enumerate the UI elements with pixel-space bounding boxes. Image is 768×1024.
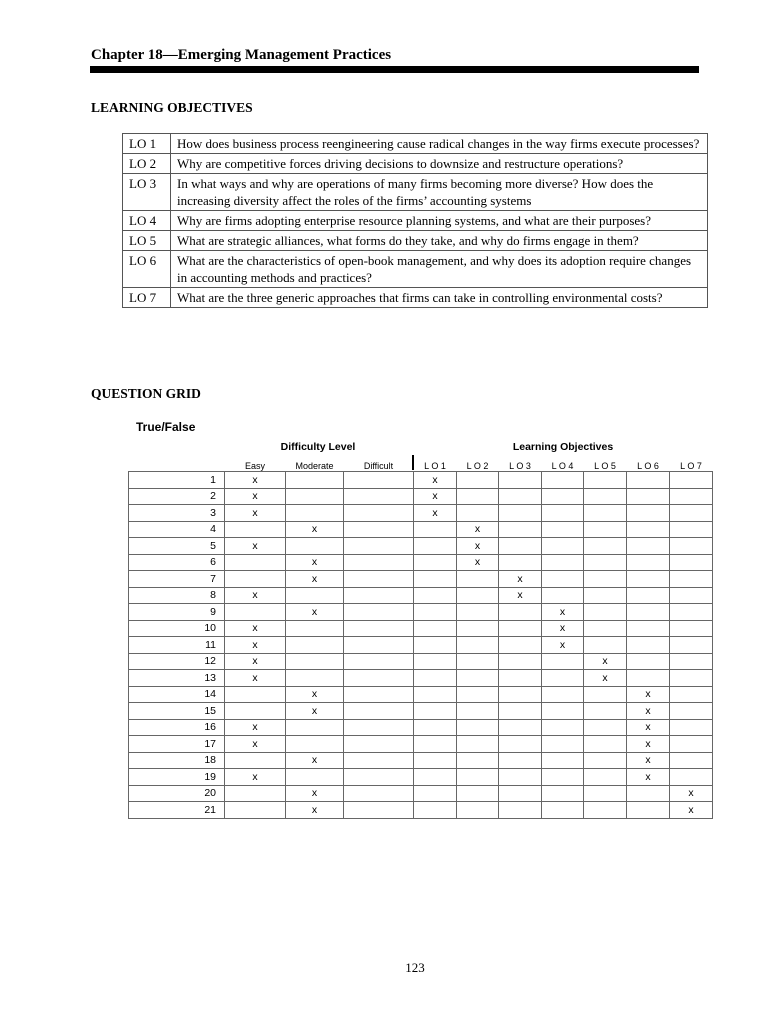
- grid-column-header: Moderate: [295, 461, 334, 471]
- grid-cell: [344, 637, 414, 654]
- table-row: [129, 538, 713, 555]
- grid-cell: [542, 653, 584, 670]
- grid-cell: [457, 686, 499, 703]
- grid-cell: [584, 620, 627, 637]
- grid-cell: [542, 587, 584, 604]
- table-row: [129, 505, 713, 522]
- grid-cell: [542, 769, 584, 786]
- grid-column-header: L O 7: [680, 461, 702, 471]
- grid-cell: [499, 719, 542, 736]
- grid-cell: [225, 554, 286, 571]
- grid-cell: [499, 505, 542, 522]
- grid-mark: x: [457, 538, 499, 555]
- grid-cell: [286, 653, 344, 670]
- grid-mark: x: [542, 637, 584, 654]
- grid-cell: [414, 653, 457, 670]
- lo-code: LO 1: [123, 134, 171, 154]
- grid-mark: x: [286, 571, 344, 588]
- grid-cell: [542, 505, 584, 522]
- grid-mark: x: [286, 604, 344, 621]
- grid-cell: [414, 752, 457, 769]
- question-number: 17: [129, 736, 225, 753]
- grid-cell: [499, 752, 542, 769]
- grid-cell: [542, 521, 584, 538]
- grid-cell: [670, 769, 713, 786]
- table-row: [129, 719, 713, 736]
- grid-cell: [286, 620, 344, 637]
- grid-cell: [344, 472, 414, 489]
- grid-cell: [627, 587, 670, 604]
- grid-cell: [499, 703, 542, 720]
- grid-cell: [414, 521, 457, 538]
- grid-cell: [457, 703, 499, 720]
- lo-text: What are the three generic approaches that firms can take in controlling environmental costs?: [171, 288, 708, 308]
- grid-cell: [542, 472, 584, 489]
- grid-cell: [670, 703, 713, 720]
- grid-mark: x: [670, 785, 713, 802]
- grid-cell: [414, 670, 457, 687]
- grid-header-blank: [129, 457, 225, 472]
- difficulty-level-label: Difficulty Level: [280, 441, 356, 453]
- grid-cell: [627, 521, 670, 538]
- grid-mark: x: [225, 736, 286, 753]
- grid-cell: [670, 571, 713, 588]
- grid-mark: x: [286, 554, 344, 571]
- grid-cell: [499, 802, 542, 819]
- grid-mark: x: [225, 769, 286, 786]
- table-row: [129, 686, 713, 703]
- grid-cell: [670, 604, 713, 621]
- grid-header-row: [129, 457, 713, 472]
- grid-cell: [627, 505, 670, 522]
- question-number: 2: [129, 488, 225, 505]
- learning-objectives-group-label: Learning Objectives: [512, 441, 614, 453]
- question-number: 6: [129, 554, 225, 571]
- lo-row: [123, 154, 708, 174]
- grid-cell: [670, 686, 713, 703]
- grid-cell: [286, 587, 344, 604]
- lo-text: In what ways and why are operations of many firms becoming more diverse? How does the increasing diversity affect the roles of the firms’ accounting systems: [171, 174, 708, 211]
- grid-cell: [542, 686, 584, 703]
- grid-cell: [584, 785, 627, 802]
- grid-cell: [344, 653, 414, 670]
- grid-cell: [414, 554, 457, 571]
- table-row: [129, 571, 713, 588]
- grid-cell: [584, 736, 627, 753]
- lo-text: What are strategic alliances, what forms do they take, and why do firms engage in them?: [171, 231, 708, 251]
- grid-cell: [542, 670, 584, 687]
- grid-mark: x: [225, 637, 286, 654]
- grid-cell: [414, 785, 457, 802]
- question-number: 20: [129, 785, 225, 802]
- chapter-title: Chapter 18—Emerging Management Practices: [91, 47, 392, 63]
- table-row: [129, 769, 713, 786]
- grid-cell: [344, 670, 414, 687]
- grid-mark: x: [286, 785, 344, 802]
- learning-objectives-table: [122, 133, 708, 308]
- grid-cell: [414, 719, 457, 736]
- grid-cell: [225, 686, 286, 703]
- grid-cell: [344, 719, 414, 736]
- grid-cell: [584, 752, 627, 769]
- learning-objectives-heading: LEARNING OBJECTIVES: [91, 100, 253, 115]
- question-number: 5: [129, 538, 225, 555]
- grid-cell: [584, 604, 627, 621]
- table-row: [129, 637, 713, 654]
- grid-mark: x: [225, 472, 286, 489]
- grid-cell: [499, 686, 542, 703]
- grid-cell: [286, 670, 344, 687]
- grid-cell: [627, 488, 670, 505]
- grid-cell: [414, 604, 457, 621]
- grid-cell: [499, 670, 542, 687]
- grid-mark: x: [670, 802, 713, 819]
- grid-cell: [542, 752, 584, 769]
- grid-mark: x: [542, 604, 584, 621]
- grid-cell: [457, 587, 499, 604]
- grid-cell: [584, 538, 627, 555]
- grid-cell: [627, 571, 670, 588]
- question-number: 4: [129, 521, 225, 538]
- grid-mark: x: [542, 620, 584, 637]
- grid-cell: [225, 703, 286, 720]
- lo-text: Why are firms adopting enterprise resource planning systems, and what are their purposes?: [171, 211, 708, 231]
- grid-cell: [670, 587, 713, 604]
- lo-row: [123, 134, 708, 154]
- grid-cell: [584, 719, 627, 736]
- grid-cell: [627, 785, 670, 802]
- grid-cell: [542, 538, 584, 555]
- grid-cell: [414, 703, 457, 720]
- grid-mark: x: [627, 769, 670, 786]
- grid-cell: [414, 637, 457, 654]
- grid-cell: [670, 521, 713, 538]
- grid-cell: [499, 521, 542, 538]
- grid-cell: [344, 521, 414, 538]
- grid-mark: x: [225, 719, 286, 736]
- grid-cell: [457, 670, 499, 687]
- table-row: [129, 653, 713, 670]
- grid-cell: [344, 604, 414, 621]
- grid-cell: [344, 736, 414, 753]
- table-row: [129, 472, 713, 489]
- grid-cell: [670, 505, 713, 522]
- grid-mark: x: [627, 686, 670, 703]
- grid-mark: x: [414, 505, 457, 522]
- lo-row: [123, 231, 708, 251]
- grid-cell: [457, 488, 499, 505]
- grid-mark: x: [627, 719, 670, 736]
- grid-cell: [457, 505, 499, 522]
- question-number: 13: [129, 670, 225, 687]
- grid-cell: [670, 653, 713, 670]
- grid-cell: [344, 769, 414, 786]
- page-number: 123: [405, 960, 425, 975]
- table-row: [129, 554, 713, 571]
- table-row: [129, 752, 713, 769]
- grid-cell: [225, 802, 286, 819]
- grid-mark: x: [286, 686, 344, 703]
- grid-cell: [344, 785, 414, 802]
- grid-cell: [584, 571, 627, 588]
- grid-cell: [627, 802, 670, 819]
- table-row: [129, 521, 713, 538]
- question-number: 18: [129, 752, 225, 769]
- grid-mark: x: [286, 752, 344, 769]
- grid-mark: x: [225, 670, 286, 687]
- lo-row: [123, 211, 708, 231]
- grid-cell: [225, 752, 286, 769]
- grid-cell: [457, 736, 499, 753]
- title-rule: [90, 66, 699, 73]
- grid-cell: [584, 554, 627, 571]
- grid-column-header: Easy: [244, 461, 265, 471]
- lo-row: [123, 288, 708, 308]
- grid-mark: x: [414, 472, 457, 489]
- lo-row: [123, 251, 708, 288]
- grid-cell: [225, 604, 286, 621]
- grid-mark: x: [286, 802, 344, 819]
- grid-column-header: L O 3: [509, 461, 531, 471]
- grid-cell: [627, 604, 670, 621]
- grid-mark: x: [584, 670, 627, 687]
- grid-cell: [584, 521, 627, 538]
- grid-cell: [542, 802, 584, 819]
- question-grid-table: [128, 457, 713, 819]
- grid-cell: [344, 587, 414, 604]
- grid-cell: [286, 769, 344, 786]
- grid-mark: x: [499, 587, 542, 604]
- grid-cell: [344, 571, 414, 588]
- question-number: 11: [129, 637, 225, 654]
- grid-cell: [542, 488, 584, 505]
- grid-cell: [499, 769, 542, 786]
- grid-cell: [627, 653, 670, 670]
- grid-cell: [670, 488, 713, 505]
- grid-cell: [344, 802, 414, 819]
- grid-cell: [225, 785, 286, 802]
- grid-cell: [457, 802, 499, 819]
- grid-cell: [457, 769, 499, 786]
- grid-cell: [584, 686, 627, 703]
- grid-cell: [225, 571, 286, 588]
- grid-cell: [286, 538, 344, 555]
- grid-cell: [344, 538, 414, 555]
- grid-cell: [457, 604, 499, 621]
- grid-cell: [584, 472, 627, 489]
- grid-column-header: Difficult: [363, 461, 394, 471]
- grid-mark: x: [225, 505, 286, 522]
- grid-cell: [584, 637, 627, 654]
- grid-cell: [670, 538, 713, 555]
- grid-cell: [414, 587, 457, 604]
- grid-cell: [344, 554, 414, 571]
- question-number: 14: [129, 686, 225, 703]
- grid-cell: [286, 719, 344, 736]
- grid-cell: [286, 472, 344, 489]
- grid-mark: x: [286, 521, 344, 538]
- grid-column-header: L O 2: [466, 461, 489, 471]
- grid-cell: [499, 604, 542, 621]
- question-grid-heading: QUESTION GRID: [91, 386, 201, 401]
- grid-column-header: L O 4: [551, 461, 574, 471]
- table-row: [129, 670, 713, 687]
- grid-cell: [457, 637, 499, 654]
- grid-cell: [414, 571, 457, 588]
- grid-mark: x: [414, 488, 457, 505]
- grid-cell: [584, 587, 627, 604]
- lo-text: How does business process reengineering cause radical changes in the way firms execute processes?: [171, 134, 708, 154]
- grid-cell: [457, 620, 499, 637]
- grid-cell: [670, 620, 713, 637]
- grid-cell: [584, 802, 627, 819]
- grid-cell: [499, 785, 542, 802]
- grid-cell: [414, 686, 457, 703]
- grid-column-header: L O 6: [637, 461, 659, 471]
- grid-cell: [344, 703, 414, 720]
- grid-cell: [499, 554, 542, 571]
- grid-cell: [627, 637, 670, 654]
- grid-cell: [457, 653, 499, 670]
- grid-mark: x: [584, 653, 627, 670]
- grid-cell: [670, 670, 713, 687]
- grid-cell: [457, 571, 499, 588]
- grid-cell: [584, 488, 627, 505]
- grid-cell: [344, 686, 414, 703]
- grid-cell: [414, 538, 457, 555]
- grid-cell: [499, 653, 542, 670]
- lo-text: Why are competitive forces driving decisions to downsize and restructure operations?: [171, 154, 708, 174]
- grid-cell: [670, 472, 713, 489]
- grid-cell: [670, 637, 713, 654]
- grid-cell: [286, 505, 344, 522]
- lo-text: What are the characteristics of open-book management, and why does its adoption require changes in accounting methods and practices?: [171, 251, 708, 288]
- grid-cell: [344, 620, 414, 637]
- grid-cell: [499, 472, 542, 489]
- grid-cell: [414, 620, 457, 637]
- grid-cell: [627, 472, 670, 489]
- grid-mark: x: [457, 521, 499, 538]
- grid-mark: x: [225, 620, 286, 637]
- grid-mark: x: [225, 653, 286, 670]
- grid-cell: [414, 769, 457, 786]
- grid-cell: [457, 785, 499, 802]
- table-row: [129, 785, 713, 802]
- grid-cell: [542, 554, 584, 571]
- grid-mark: x: [225, 488, 286, 505]
- grid-cell: [499, 637, 542, 654]
- grid-mark: x: [627, 752, 670, 769]
- grid-column-header: L O 1: [424, 461, 446, 471]
- grid-cell: [457, 752, 499, 769]
- grid-column-header: L O 5: [594, 461, 616, 471]
- grid-mark: x: [286, 703, 344, 720]
- grid-cell: [457, 719, 499, 736]
- true-false-heading: True/False: [136, 420, 196, 434]
- lo-code: LO 4: [123, 211, 171, 231]
- grid-cell: [225, 521, 286, 538]
- table-row: [129, 488, 713, 505]
- question-number: 1: [129, 472, 225, 489]
- grid-cell: [344, 752, 414, 769]
- grid-mark: x: [627, 736, 670, 753]
- table-row: [129, 620, 713, 637]
- table-row: [129, 604, 713, 621]
- question-number: 9: [129, 604, 225, 621]
- grid-cell: [499, 538, 542, 555]
- lo-code: LO 6: [123, 251, 171, 288]
- grid-cell: [286, 637, 344, 654]
- grid-cell: [670, 752, 713, 769]
- grid-cell: [344, 488, 414, 505]
- question-number: 15: [129, 703, 225, 720]
- grid-cell: [542, 703, 584, 720]
- grid-cell: [627, 620, 670, 637]
- grid-cell: [627, 670, 670, 687]
- question-number: 10: [129, 620, 225, 637]
- question-number: 3: [129, 505, 225, 522]
- question-number: 16: [129, 719, 225, 736]
- lo-code: LO 7: [123, 288, 171, 308]
- grid-cell: [499, 488, 542, 505]
- table-row: [129, 703, 713, 720]
- grid-cell: [414, 802, 457, 819]
- grid-cell: [670, 736, 713, 753]
- grid-cell: [584, 769, 627, 786]
- table-row: [129, 587, 713, 604]
- grid-cell: [457, 472, 499, 489]
- lo-code: LO 5: [123, 231, 171, 251]
- question-number: 21: [129, 802, 225, 819]
- grid-cell: [670, 719, 713, 736]
- question-number: 7: [129, 571, 225, 588]
- grid-mark: x: [225, 587, 286, 604]
- table-row: [129, 802, 713, 819]
- question-number: 12: [129, 653, 225, 670]
- lo-code: LO 2: [123, 154, 171, 174]
- grid-cell: [627, 554, 670, 571]
- grid-cell: [542, 785, 584, 802]
- grid-mark: x: [225, 538, 286, 555]
- grid-cell: [584, 703, 627, 720]
- grid-cell: [542, 719, 584, 736]
- lo-code: LO 3: [123, 174, 171, 211]
- question-number: 8: [129, 587, 225, 604]
- grid-mark: x: [499, 571, 542, 588]
- grid-cell: [344, 505, 414, 522]
- question-number: 19: [129, 769, 225, 786]
- grid-cell: [542, 571, 584, 588]
- grid-cell: [627, 538, 670, 555]
- grid-cell: [499, 620, 542, 637]
- grid-cell: [670, 554, 713, 571]
- grid-cell: [414, 736, 457, 753]
- grid-cell: [542, 736, 584, 753]
- table-row: [129, 736, 713, 753]
- grid-cell: [286, 488, 344, 505]
- grid-cell: [499, 736, 542, 753]
- grid-mark: x: [627, 703, 670, 720]
- grid-cell: [584, 505, 627, 522]
- lo-row: [123, 174, 708, 211]
- grid-cell: [286, 736, 344, 753]
- grid-mark: x: [457, 554, 499, 571]
